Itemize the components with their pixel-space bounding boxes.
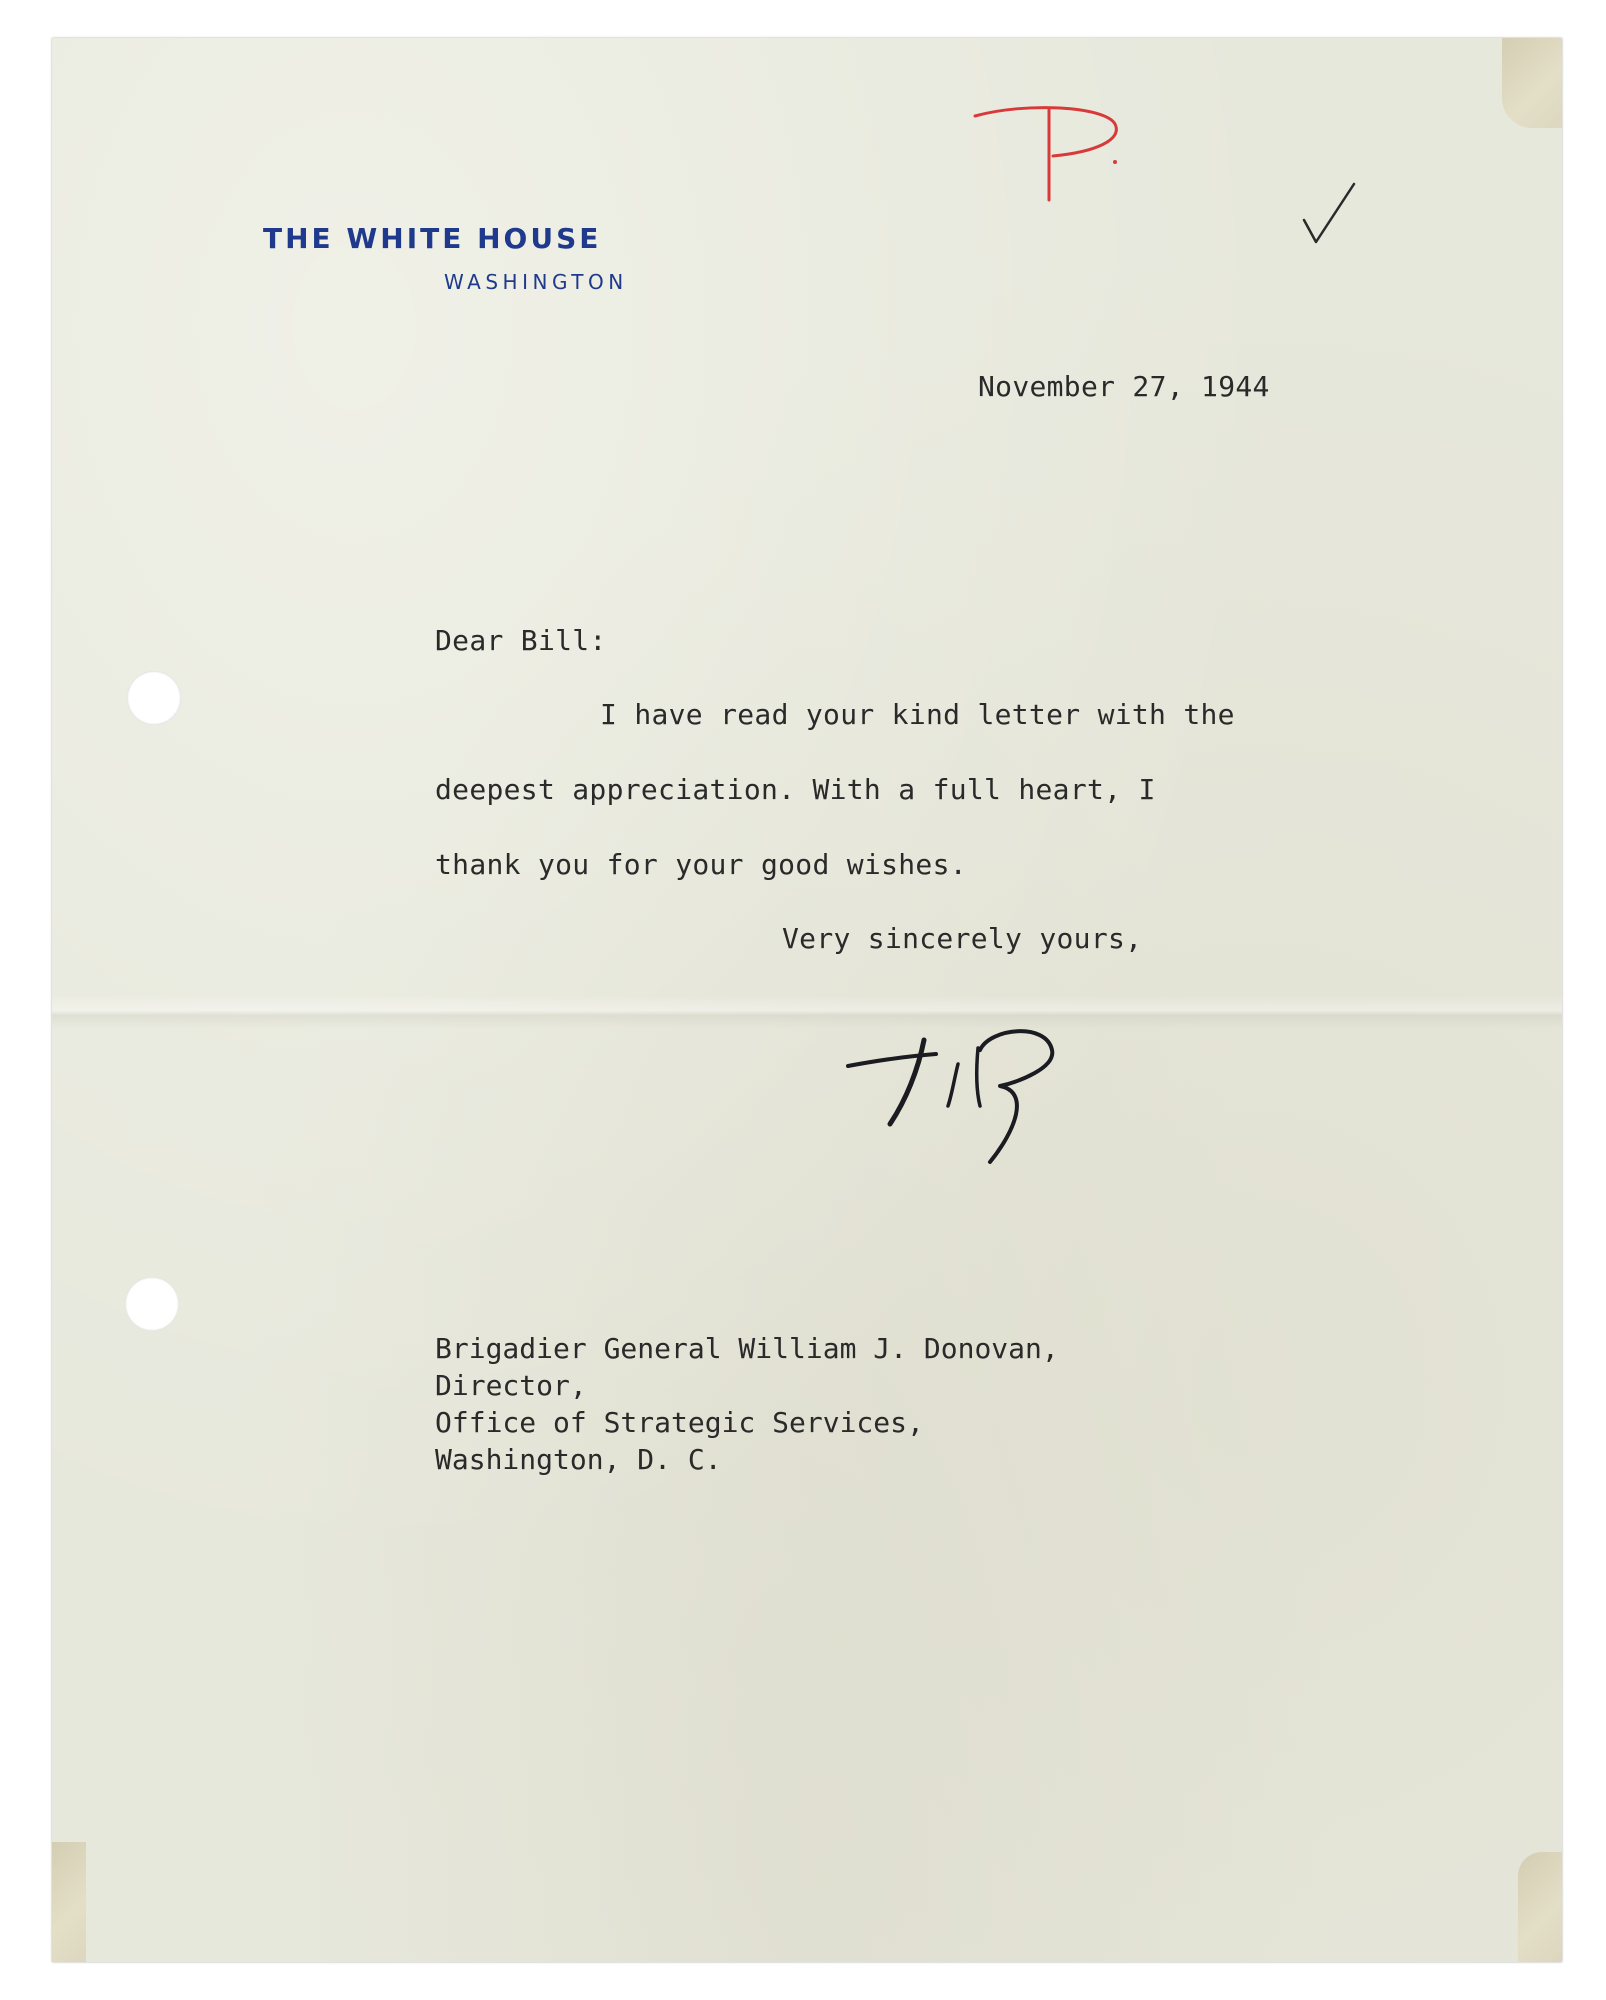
red-pencil-mark	[965, 100, 1145, 220]
closing: Very sincerely yours,	[782, 922, 1143, 955]
letterhead-subtitle: WASHINGTON	[444, 270, 628, 294]
paper-corner-wear	[52, 1842, 86, 1962]
address-line: Brigadier General William J. Donovan,	[435, 1332, 1059, 1365]
letter-sheet	[52, 38, 1562, 1962]
signature	[840, 1020, 1080, 1170]
letterhead-title: THE WHITE HOUSE	[263, 222, 602, 255]
recipient-address	[435, 1330, 1059, 1478]
paper-corner-wear	[1518, 1852, 1562, 1962]
address-line: Washington, D. C.	[435, 1443, 722, 1476]
paper-corner-wear	[1502, 38, 1562, 128]
salutation: Dear Bill:	[435, 624, 607, 657]
punch-hole-top	[127, 671, 181, 725]
address-line: Office of Strategic Services,	[435, 1406, 924, 1439]
body-line: thank you for your good wishes.	[435, 848, 967, 881]
paper-fold	[52, 995, 1562, 1029]
letter-date: November 27, 1944	[978, 370, 1270, 403]
checkmark-icon	[1300, 180, 1360, 250]
address-line: Director,	[435, 1369, 587, 1402]
body-line: deepest appreciation. With a full heart, I	[435, 773, 1156, 806]
body-line: I have read your kind letter with the	[600, 698, 1235, 731]
punch-hole-bottom	[125, 1277, 179, 1331]
